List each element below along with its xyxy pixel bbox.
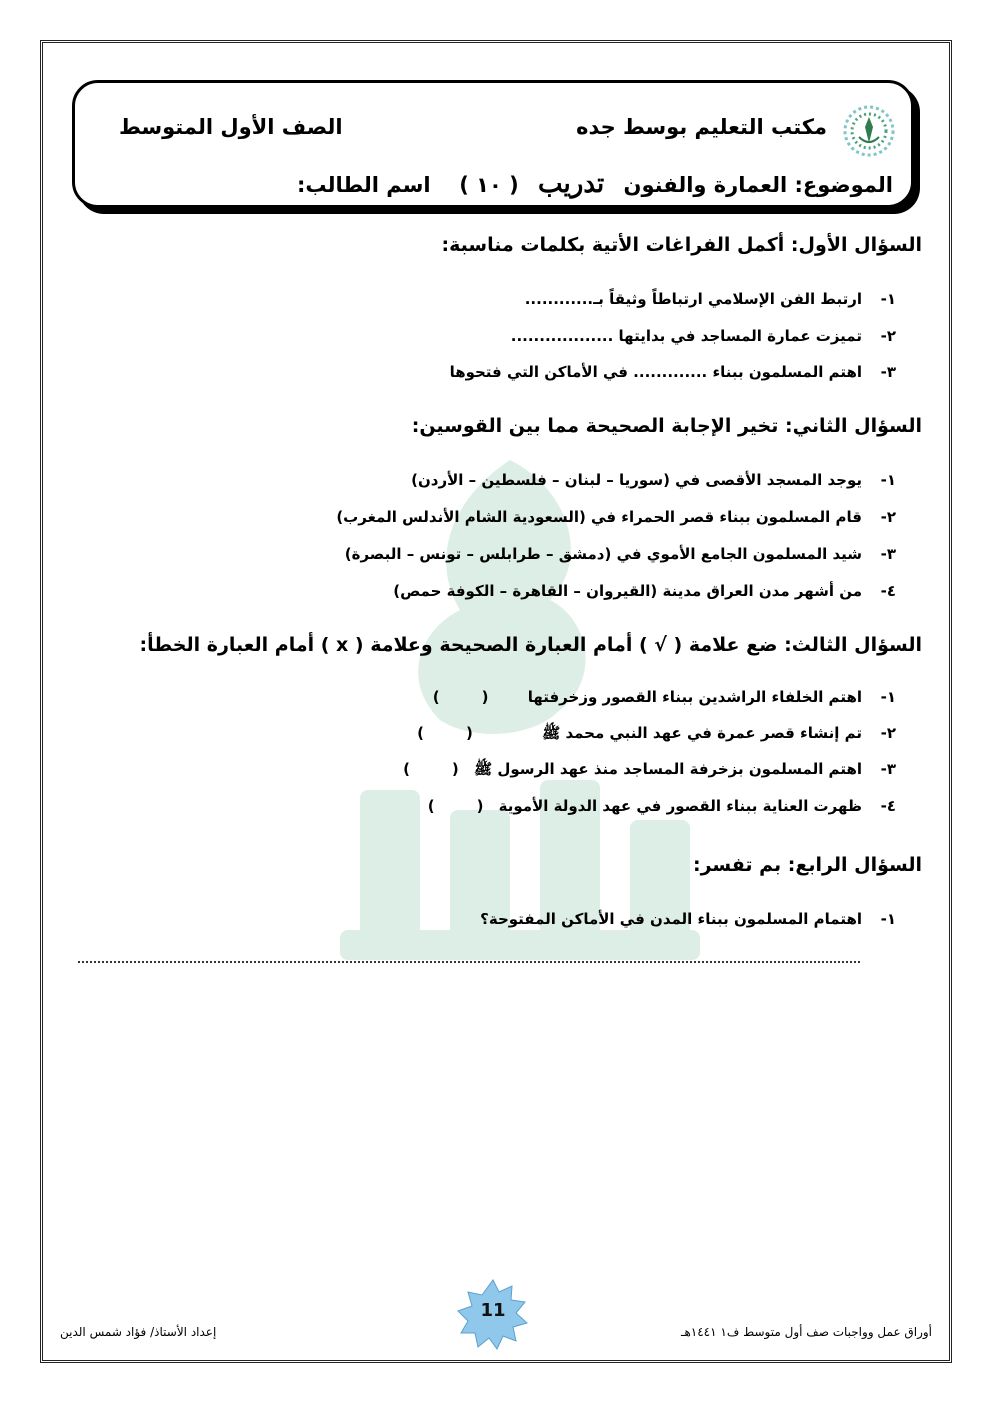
footer-series: أوراق عمل وواجبات صف أول متوسط ف١ ١٤٤١هـ [680,1325,932,1339]
q2-title: السؤال الثاني: تخير الإجابة الصحيحة مما بين القوسين: [411,415,922,437]
q1-item [525,290,896,308]
q4-item [480,910,896,928]
footer-author: إعداد الأستاذ/ فؤاد شمس الدين [60,1325,217,1339]
item-number: ٣- [880,545,896,563]
q2-item [411,471,896,489]
item-number: ١- [880,688,896,706]
answer-parens[interactable]: () [417,724,473,742]
item-number: ٢- [880,508,896,526]
item-number: ١- [880,471,896,489]
subject-label: الموضوع: العمارة والفنون [623,173,893,197]
q3-title: السؤال الثالث: ضع علامة ( √ ) أمام العبارة الصحيحة وعلامة ( x ) أمام العبارة الخطأ: [139,634,922,656]
q3-item [433,688,896,706]
subject-line [419,169,893,199]
item-text: اهتم الخلفاء الراشدين ببناء القصور وزخرفتها [527,688,862,706]
q3-item [403,760,896,782]
item-text: تميزت عمارة المساجد في بدايتها .................. [510,327,862,345]
item-text: اهتم المسلمون بزخرفة المساجد منذ عهد الرسول ﷺ [474,760,862,778]
q2-item [345,545,896,563]
student-name [297,173,431,197]
item-number: ٤- [880,582,896,600]
drill-label: تدريب [538,169,605,199]
q2-item [336,508,896,526]
item-text: من أشهر مدن العراق مدينة (القيروان – القاهرة – الكوفة حمص) [393,582,862,600]
q3-item [417,724,896,746]
item-number: ٤- [880,797,896,815]
drill-number: ( ١٠ ) [459,173,519,197]
item-text: ارتبط الفن الإسلامي ارتباطاً وثيقاً بـ............ [524,290,862,308]
grade-label: الصف الأول المتوسط [119,115,343,139]
answer-parens[interactable]: () [427,797,484,815]
item-text: اهتم المسلمون ببناء ............. في الأماكن التي فتحوها [449,363,862,381]
item-number: ١- [880,910,896,928]
item-number: ٢- [880,724,896,742]
answer-parens[interactable]: () [403,760,459,778]
q1-item [511,327,896,345]
item-text: ظهرت العناية ببناء القصور في عهد الدولة الأموية [498,797,862,815]
item-text: اهتمام المسلمون ببناء المدن في الأماكن المفتوحة؟ [480,910,862,928]
q2-item [393,582,896,600]
item-number: ٢- [880,327,896,345]
item-text: تم إنشاء قصر عمرة في عهد النبي محمد ﷺ [542,724,862,742]
ministry-logo-icon [841,103,897,159]
q4-title: السؤال الرابع: بم تفسر: [692,854,922,876]
answer-dotted-line[interactable] [78,955,860,963]
answer-parens[interactable]: () [432,688,489,706]
item-number: ١- [880,290,896,308]
student-name-label: اسم الطالب: [297,173,431,197]
q1-title: السؤال الأول: أكمل الفراغات الأتية بكلمات مناسبة: [441,234,922,256]
item-number: ٣- [880,363,896,381]
q3-item [428,797,896,815]
item-text: شيد المسلمون الجامع الأموي في (دمشق – طرابلس – تونس – البصرة) [344,545,862,563]
item-text: قام المسلمون ببناء قصر الحمراء في (السعودية الشام الأندلس المغرب) [336,508,862,526]
item-number: ٣- [880,760,896,778]
office-name: مكتب التعليم بوسط جده [576,115,827,139]
header-box [72,80,914,208]
page-number: 11 [480,1300,506,1321]
q1-item [450,363,896,381]
item-text: يوجد المسجد الأقصى في (سوريا – لبنان – فلسطين – الأردن) [411,471,862,489]
